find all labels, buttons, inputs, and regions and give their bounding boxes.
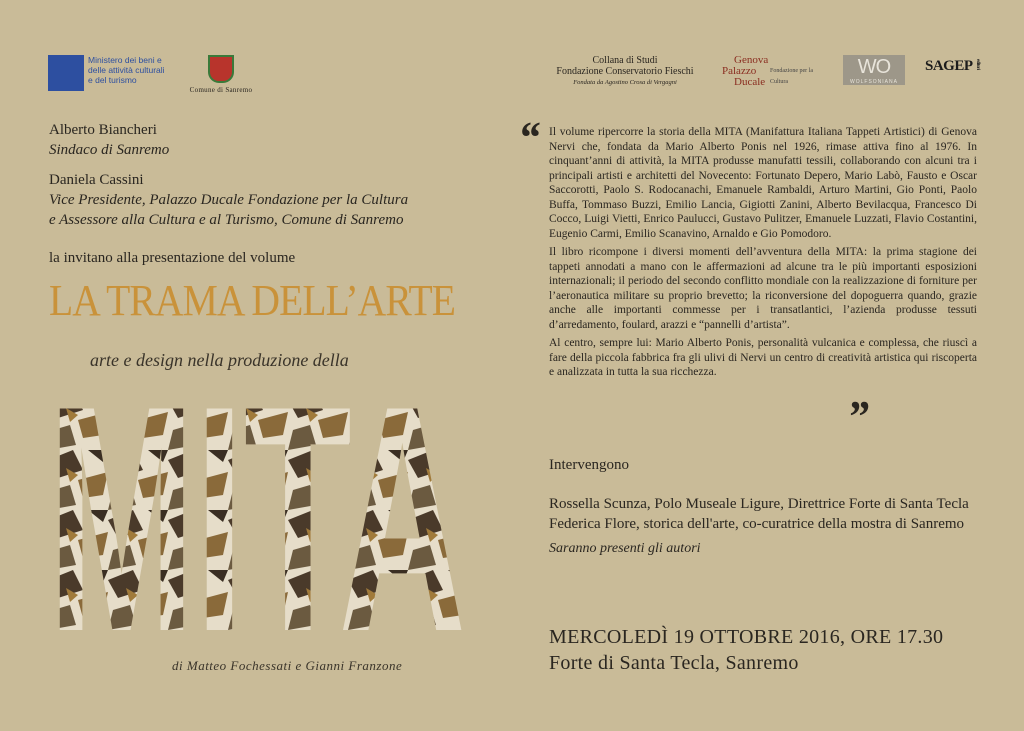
comune-shield-icon	[208, 55, 234, 83]
host-role: Sindaco di Sanremo	[49, 142, 170, 158]
collana-note: Fondata da Agostino Crosa di Vergagni	[573, 79, 677, 86]
mibac-logo	[48, 55, 168, 91]
intervengono-label: Intervengono	[549, 457, 629, 473]
mibac-emblem-icon	[48, 55, 84, 91]
collana-title: Collana di Studi	[592, 55, 658, 66]
book-subtitle: arte e design nella produzione della	[90, 350, 349, 370]
event-place: Forte di Santa Tecla, Sanremo	[549, 652, 799, 674]
speaker-item: Rossella Scunza, Polo Museale Ligure, Direttrice Forte di Santa Tecla	[549, 496, 969, 512]
genova-line2: Palazzo	[722, 65, 757, 77]
event-date: MERCOLEDÌ 19 OTTOBRE 2016, ORE 17.30	[549, 626, 944, 648]
host-role: e Assessore alla Cultura e al Turismo, Comune di Sanremo	[49, 212, 404, 228]
speakers-list	[549, 494, 989, 534]
authors-present-note: Saranno presenti gli autori	[549, 541, 701, 556]
hosts-block	[49, 120, 509, 230]
host-name: Daniela Cassini	[49, 172, 144, 188]
collana-sub: Fondazione Conservatorio Fieschi	[556, 66, 694, 77]
description-paragraph: Il volume ripercorre la storia della MITA (Manifattura Italiana Tappeti Artistici) di Genova Nervi che, fondata da Mario Alberto Ponis nel 1926, rimase attiva fino al 1976. In cinquant’anni di attività, la MITA produsse manufatti tessili, collaborando con alcuni tra i principali artisti e architetti del Novecento: Fortunato Depero, Mario Labò, Fausto e Oscar Saccorotti, Paolo S. Rodocanachi, Emanuele Rambaldi, Arturo Martini, Gio Ponti, Paolo Buffa, Tommaso Buzzi, Emilio Lancia, Gigiotti Zanini, Alberto Bevilacqua, Francesco Di Cocco, Luigi Vietti, Enrico Paulucci, Gustavo Pulitzer, Emanuele Luzzati, Flavio Costantini, Eugenio Carmi, Emilio Scanavino, Arnaldo e Gio Pomodoro.	[549, 126, 977, 240]
invite-text: la invitano alla presentazione del volume	[49, 250, 296, 266]
book-title: LA TRAMA DELL’ARTE	[49, 276, 456, 325]
palazzo-ducale-logo	[722, 55, 832, 88]
quote-close-icon: ”	[847, 392, 869, 441]
collana-logo	[535, 55, 715, 88]
mita-big-word	[48, 390, 468, 638]
mita-letters: MITA	[48, 390, 466, 638]
mibac-text: Ministero dei beni e delle attività culturali e del turismo	[88, 55, 165, 85]
sagep-text: SAGEP	[925, 58, 972, 74]
description-paragraph: Al centro, sempre lui: Mario Alberto Ponis, personalità vulcanica e complessa, che riuscì a fare della piccola fabbrica fra gli ulivi di Nervi un centro di creatività artistica qui riscoperta e analizzata in tutta la sua ricchezza.	[549, 337, 977, 378]
comune-text: Comune di Sanremo	[189, 86, 253, 94]
book-authors: di Matteo Fochessati e Gianni Franzone	[172, 658, 403, 673]
genova-line1: Genova	[734, 54, 769, 66]
speaker-item: Federica Flore, storica dell'arte, co-curatrice della mostra di Sanremo	[549, 516, 965, 532]
wo-small: WOLFSONIANA	[850, 79, 898, 85]
host-name: Alberto Biancheri	[49, 122, 157, 138]
wo-big: WO	[857, 56, 891, 78]
description	[549, 125, 977, 384]
description-paragraph: Il libro ricompone i diversi momenti dell’avventura della MITA: la prima stagione dei tappeti annodati a mano con le affermazioni ad alcune tra le più importanti esposizioni internazionali; il periodo del secondo conflitto mondiale con la realizzazione di forniture per l’aeronautica militare su proprio brevetto; la riconversione del dopoguerra quando, grazie anche alle importanti commesse per i transatlantici, l’azienda produsse tessuti d’arredamento, foulard, arazzi e “pannelli d’artista”.	[549, 246, 977, 331]
sagep-small: editori	[974, 59, 980, 70]
sagep-logo	[925, 58, 980, 75]
genova-line3: Ducale	[734, 76, 766, 88]
genova-note: Fondazione per la Cultura	[770, 68, 813, 85]
comune-logo	[186, 55, 256, 94]
wolfsoniana-logo	[843, 55, 905, 85]
quote-open-icon: “	[518, 113, 540, 162]
host-role: Vice Presidente, Palazzo Ducale Fondazione per la Cultura	[49, 192, 409, 208]
